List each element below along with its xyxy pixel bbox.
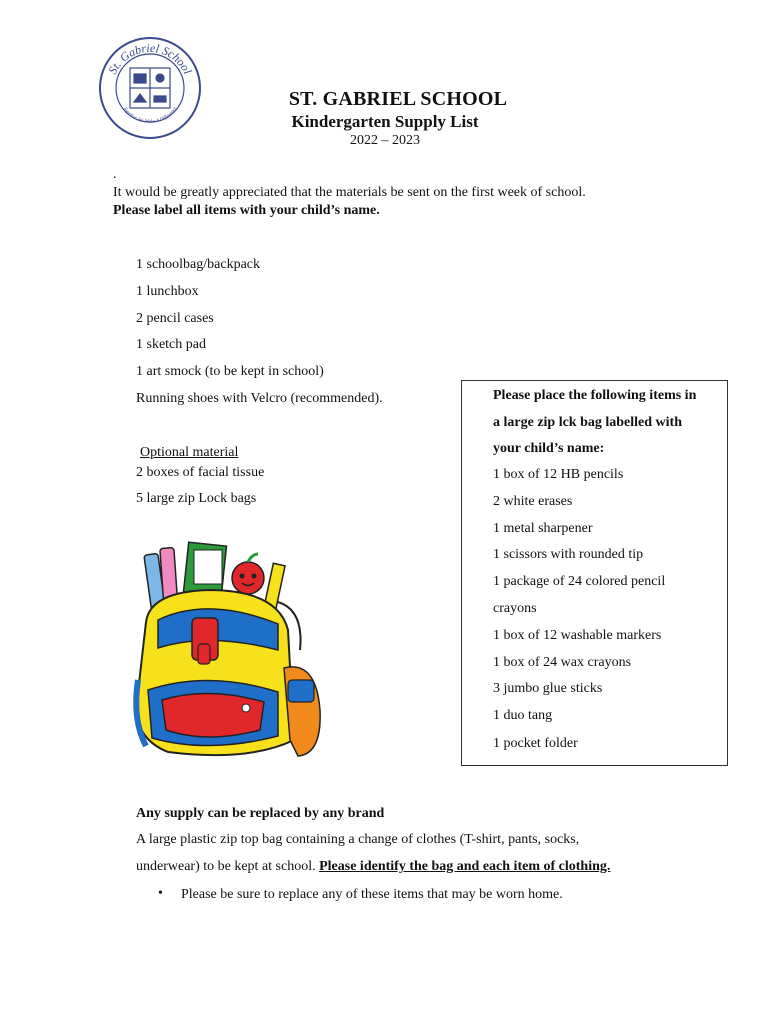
list-item: 1 schoolbag/backpack: [136, 257, 261, 272]
list-item: 1 art smock (to be kept in school): [136, 364, 324, 379]
clothes-note-text: underwear) to be kept at school.: [136, 859, 320, 874]
zip-bag-item: 1 box of 12 washable markers: [493, 628, 662, 643]
logo-name-text: St. Gabriel School: [105, 40, 195, 77]
zip-bag-heading: your child’s name:: [493, 441, 605, 456]
bullet-icon: •: [158, 886, 163, 901]
zip-bag-item: 1 package of 24 colored pencil: [493, 574, 666, 589]
bullet-text: Please be sure to replace any of these items that may be worn home.: [181, 887, 563, 902]
zip-bag-item: 1 duo tang: [493, 708, 553, 723]
zip-bag-item: 1 box of 24 wax crayons: [493, 655, 632, 670]
zip-bag-item: 2 white erases: [493, 494, 573, 509]
list-item: 1 lunchbox: [136, 284, 199, 299]
list-item: Running shoes with Velcro (recommended).: [136, 391, 383, 406]
intro-dot: .: [113, 167, 117, 182]
zip-bag-heading: a large zip lck bag labelled with: [493, 415, 682, 430]
logo-motto-text: Together We Make A Difference: [121, 106, 179, 125]
clothes-note-line2: [136, 859, 610, 875]
optional-item: 5 large zip Lock bags: [136, 491, 257, 506]
zip-bag-heading: Please place the following items in: [493, 388, 697, 403]
replace-note: Any supply can be replaced by any brand: [136, 806, 385, 821]
optional-item: 2 boxes of facial tissue: [136, 465, 265, 480]
school-name: ST. GABRIEL SCHOOL: [288, 88, 508, 110]
zip-bag-item: crayons: [493, 601, 537, 616]
clothes-note-line1: A large plastic zip top bag containing a change of clothes (T-shirt, pants, socks,: [136, 832, 580, 847]
zip-bag-item: 1 pocket folder: [493, 736, 578, 751]
school-year: 2022 – 2023: [350, 133, 420, 148]
backpack-illustration: [128, 540, 328, 770]
intro-text: It would be greatly appreciated that the materials be sent on the first week of school.: [113, 185, 586, 200]
zip-bag-item: 3 jumbo glue sticks: [493, 681, 603, 696]
label-note: Please label all items with your child’s name.: [113, 203, 380, 218]
list-item: 2 pencil cases: [136, 311, 214, 326]
optional-heading: Optional material: [140, 445, 239, 460]
list-item: 1 sketch pad: [136, 337, 206, 352]
zip-bag-item: 1 box of 12 HB pencils: [493, 467, 624, 482]
clothes-emphasis: Please identify the bag and each item of clothing.: [319, 859, 611, 874]
zip-bag-item: 1 scissors with rounded tip: [493, 547, 644, 562]
list-title: Kindergarten Supply List: [291, 112, 479, 131]
zip-bag-item: 1 metal sharpener: [493, 521, 593, 536]
